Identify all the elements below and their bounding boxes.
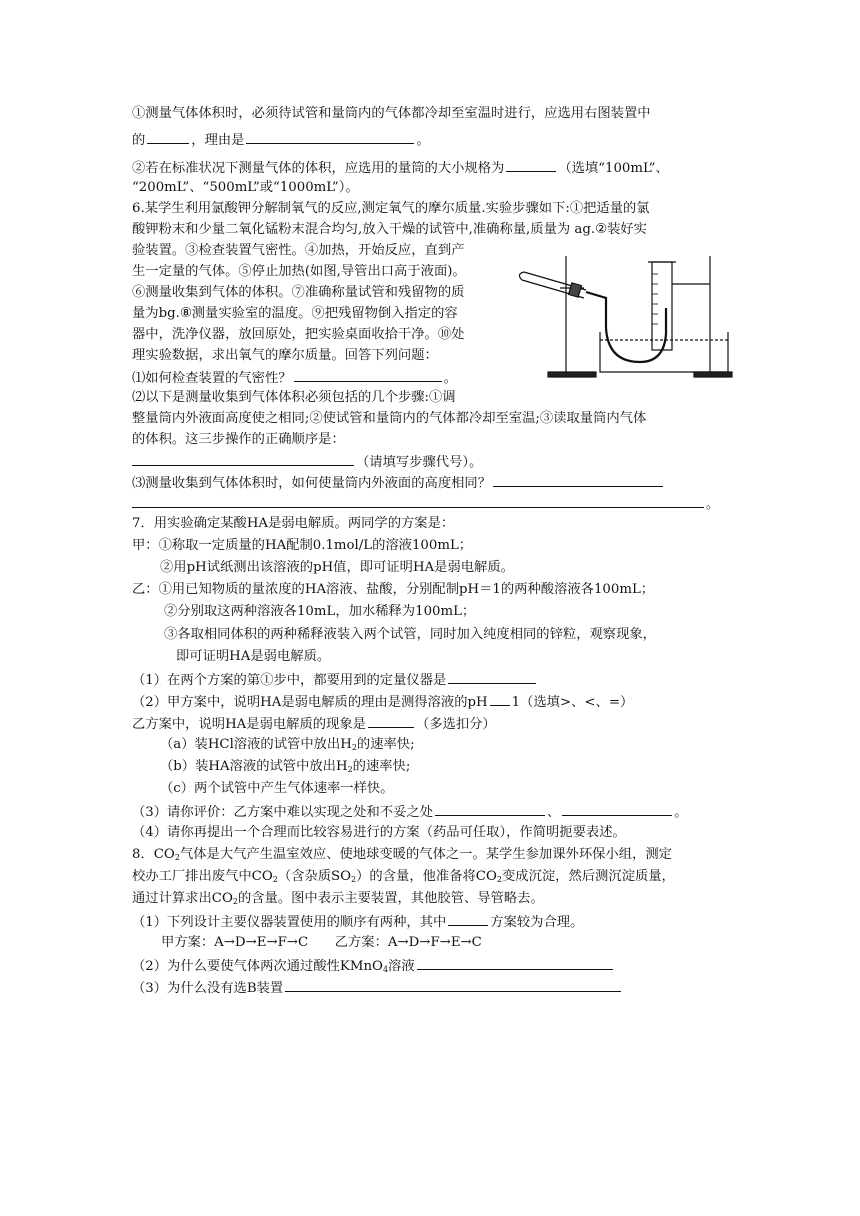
answer-blank[interactable] [493,472,663,487]
q6-line3: 验装置。③检查装置气密性。④加热，开始反应，直到产 [132,243,465,258]
q8-line2 [132,867,675,890]
q8-line3 [132,889,544,912]
answer-blank[interactable] [285,977,621,992]
q5-item2-line1 [132,157,669,179]
q7-title: 7．用实验确定某酸HA是弱电解质。两同学的方案是： [132,516,455,531]
q6-line1: 6.某学生利用氯酸钾分解制氧气的反应,测定氧气的摩尔质量.实验步骤如下:①把适量的氯 [132,201,650,216]
text-segment: 溶液 [388,959,415,974]
subscript: 2 [351,743,357,752]
q6-line4: 生一定量的气体。⑤停止加热(如图,导管出口高于液面)。 [132,264,466,279]
q7-part2-yi [132,713,496,735]
q7-option-a [160,735,415,758]
text-segment: （多选扣分） [415,717,496,732]
text-segment: 。 [706,497,720,512]
q6-question2-line2: 整量筒内外液面高度使之相同;②使试管和量筒内的气体都冷却至室温;③读取量筒内气体 [132,411,647,426]
q6-line8: 理实验数据，求出氧气的摩尔质量。回答下列问题： [132,348,438,363]
text-segment: 气体是大气产生温室效应、使地球变暖的气体之一。某学生参加课外环保小组，测定 [179,847,672,862]
q6-question2-line1: ⑵以下是测量收集到气体体积必须包括的几个步骤:①调 [132,390,456,405]
subscript: 4 [382,965,389,974]
text-segment: （a）装HCl溶液的试管中放出H [160,737,352,752]
q7-option-c: （c）两个试管中产生气体速率一样快。 [160,781,394,796]
delivery-tube [586,292,666,362]
answer-blank[interactable] [506,157,556,172]
q7-yi-step2: ②分别取这两种溶液各10mL，加水稀释为100mL； [164,604,476,619]
text-segment: （2）为什么要使气体两次通过酸性KMnO [132,959,383,974]
text-segment: 方案较为合理。 [490,915,584,930]
answer-blank[interactable] [147,129,189,144]
text-segment: ⑶测量收集到气体体积时，如何使量筒内外液面的高度相同？ [132,476,492,491]
answer-blank[interactable] [490,691,510,706]
left-stand-base [548,372,596,377]
text-segment: （1）在两个方案的第①步中，都要用到的定量仪器是 [132,673,447,688]
text-segment: （请填写步骤代号）。 [356,455,483,470]
text-segment: 的含量。图中表示主要装置，其他胶管、导管略去。 [237,891,544,906]
text-segment: 。 [443,371,457,386]
q7-option-b [160,757,410,780]
q7-part1 [132,669,538,691]
text-segment: 1（选填>、<、=） [511,695,634,710]
subscript: 2 [232,897,238,906]
q8-line1 [132,845,672,868]
measuring-cylinder [652,262,672,350]
text-segment: 。 [416,133,430,148]
text-segment: 乙方案中，说明HA是弱电解质的现象是 [132,717,366,732]
q8-part1 [132,911,583,933]
text-segment: （2）甲方案中，说明HA是弱电解质的理由是测得溶液的pH [132,695,488,710]
cylinder-graduations [652,274,658,324]
q7-part2 [132,691,633,713]
q7-jia-step2: ②用pH试纸测出该溶液的pH值，即可证明HA是弱电解质。 [160,560,514,575]
q6-line6: 量为bg.⑧测量实验室的温度。⑨把残留物倒入指定的容 [132,306,458,321]
q7-part4: （4）请你再提出一个合理而比较容易进行的方案（药品可任取），作简明扼要表述。 [132,825,626,840]
text-segment: ，理由是 [191,133,245,148]
answer-blank[interactable] [368,713,414,728]
subscript: 2 [174,853,180,862]
text-segment: （3）为什么没有选B装置 [132,981,284,996]
answer-blank[interactable] [562,801,672,816]
q6-question2-line3: 的体积。这三步操作的正确顺序是： [132,432,345,447]
text-segment: （1）下列设计主要仪器装置使用的顺序有两种，其中 [132,915,447,930]
q8-part3 [132,977,623,999]
q6-question3-line1 [132,472,665,494]
text-segment: 的速率快; [352,759,411,774]
q8-plans: 甲方案：A→D→E→F→C 乙方案：A→D→F→E→C [161,935,482,950]
q7-jia-step1: 甲：①称取一定质量的HA配制0.1mol/L的溶液100mL； [132,538,473,553]
subscript: 2 [351,875,357,884]
water-trough [600,332,728,372]
q6-question1 [132,367,457,389]
text-segment: ）的含量，他准备将CO [356,869,497,884]
q6-question2-line4 [132,451,482,473]
text-segment: ②若在标准状况下测量气体的体积，应选用的量筒的大小规格为 [132,161,505,176]
answer-blank[interactable] [448,911,488,926]
text-segment: 校办工厂排出废气中CO [132,869,273,884]
q6-line7: 器中，洗净仪器，放回原处，把实验桌面收拾干净。⑩处 [132,327,465,342]
answer-blank[interactable] [294,367,442,382]
text-segment: 通过计算求出CO [132,891,233,906]
right-stand-base [694,372,732,377]
q6-line2: 酸钾粉末和少量二氧化锰粉末混合均匀,放入干燥的试管中,准确称量,质量为 ag.②装好实 [132,222,647,237]
text-segment: 8．CO [132,847,175,862]
text-segment: 的 [132,133,146,148]
answer-blank[interactable] [435,801,545,816]
q7-yi-step3-line2: 即可证明HA是弱电解质。 [176,649,331,664]
answer-blank[interactable] [132,451,354,466]
text-segment: 。 [674,805,688,820]
answer-blank[interactable] [246,129,414,144]
subscript: 2 [496,875,502,884]
text-segment: （b）装HA溶液的试管中放出H [160,759,348,774]
gas-collection-apparatus-figure [514,254,760,382]
text-segment: ⑴如何检查装置的气密性？ [132,371,292,386]
q5-item1-line2 [132,129,430,151]
answer-blank[interactable] [132,493,704,508]
text-segment: 、 [547,805,561,820]
q5-item2-line2: “200mL”、“500mL”或“1000mL”）。 [132,180,359,195]
answer-blank[interactable] [417,955,613,970]
text-segment: 变成沉淀，然后测沉淀质量， [501,869,675,884]
text-segment: （含杂质SO [277,869,352,884]
subscript: 2 [272,875,278,884]
q5-item1-line1: ①测量气体体积时，必须待试管和量筒内的气体都冷却至室温时进行，应选用右图装置中 [132,106,651,121]
q6-line5: ⑥测量收集到气体的体积。⑦准确称量试管和残留物的质 [132,285,465,300]
q6-question3-line2 [132,493,719,515]
q7-yi-step1: 乙：①用已知物质的量浓度的HA溶液、盐酸，分别配制pH＝1的两种酸溶液各100mL； [132,582,655,597]
q7-part3 [132,801,688,823]
text-segment: （3）请你评价：乙方案中难以实现之处和不妥之处 [132,805,433,820]
subscript: 2 [347,765,353,774]
q7-yi-step3-line1: ③各取相同体积的两种稀释液装入两个试管，同时加入纯度相同的锌粒，观察现象， [164,627,656,642]
text-segment: 的速率快; [356,737,415,752]
answer-blank[interactable] [448,669,536,684]
text-segment: （选填“100mL”、 [558,161,669,176]
